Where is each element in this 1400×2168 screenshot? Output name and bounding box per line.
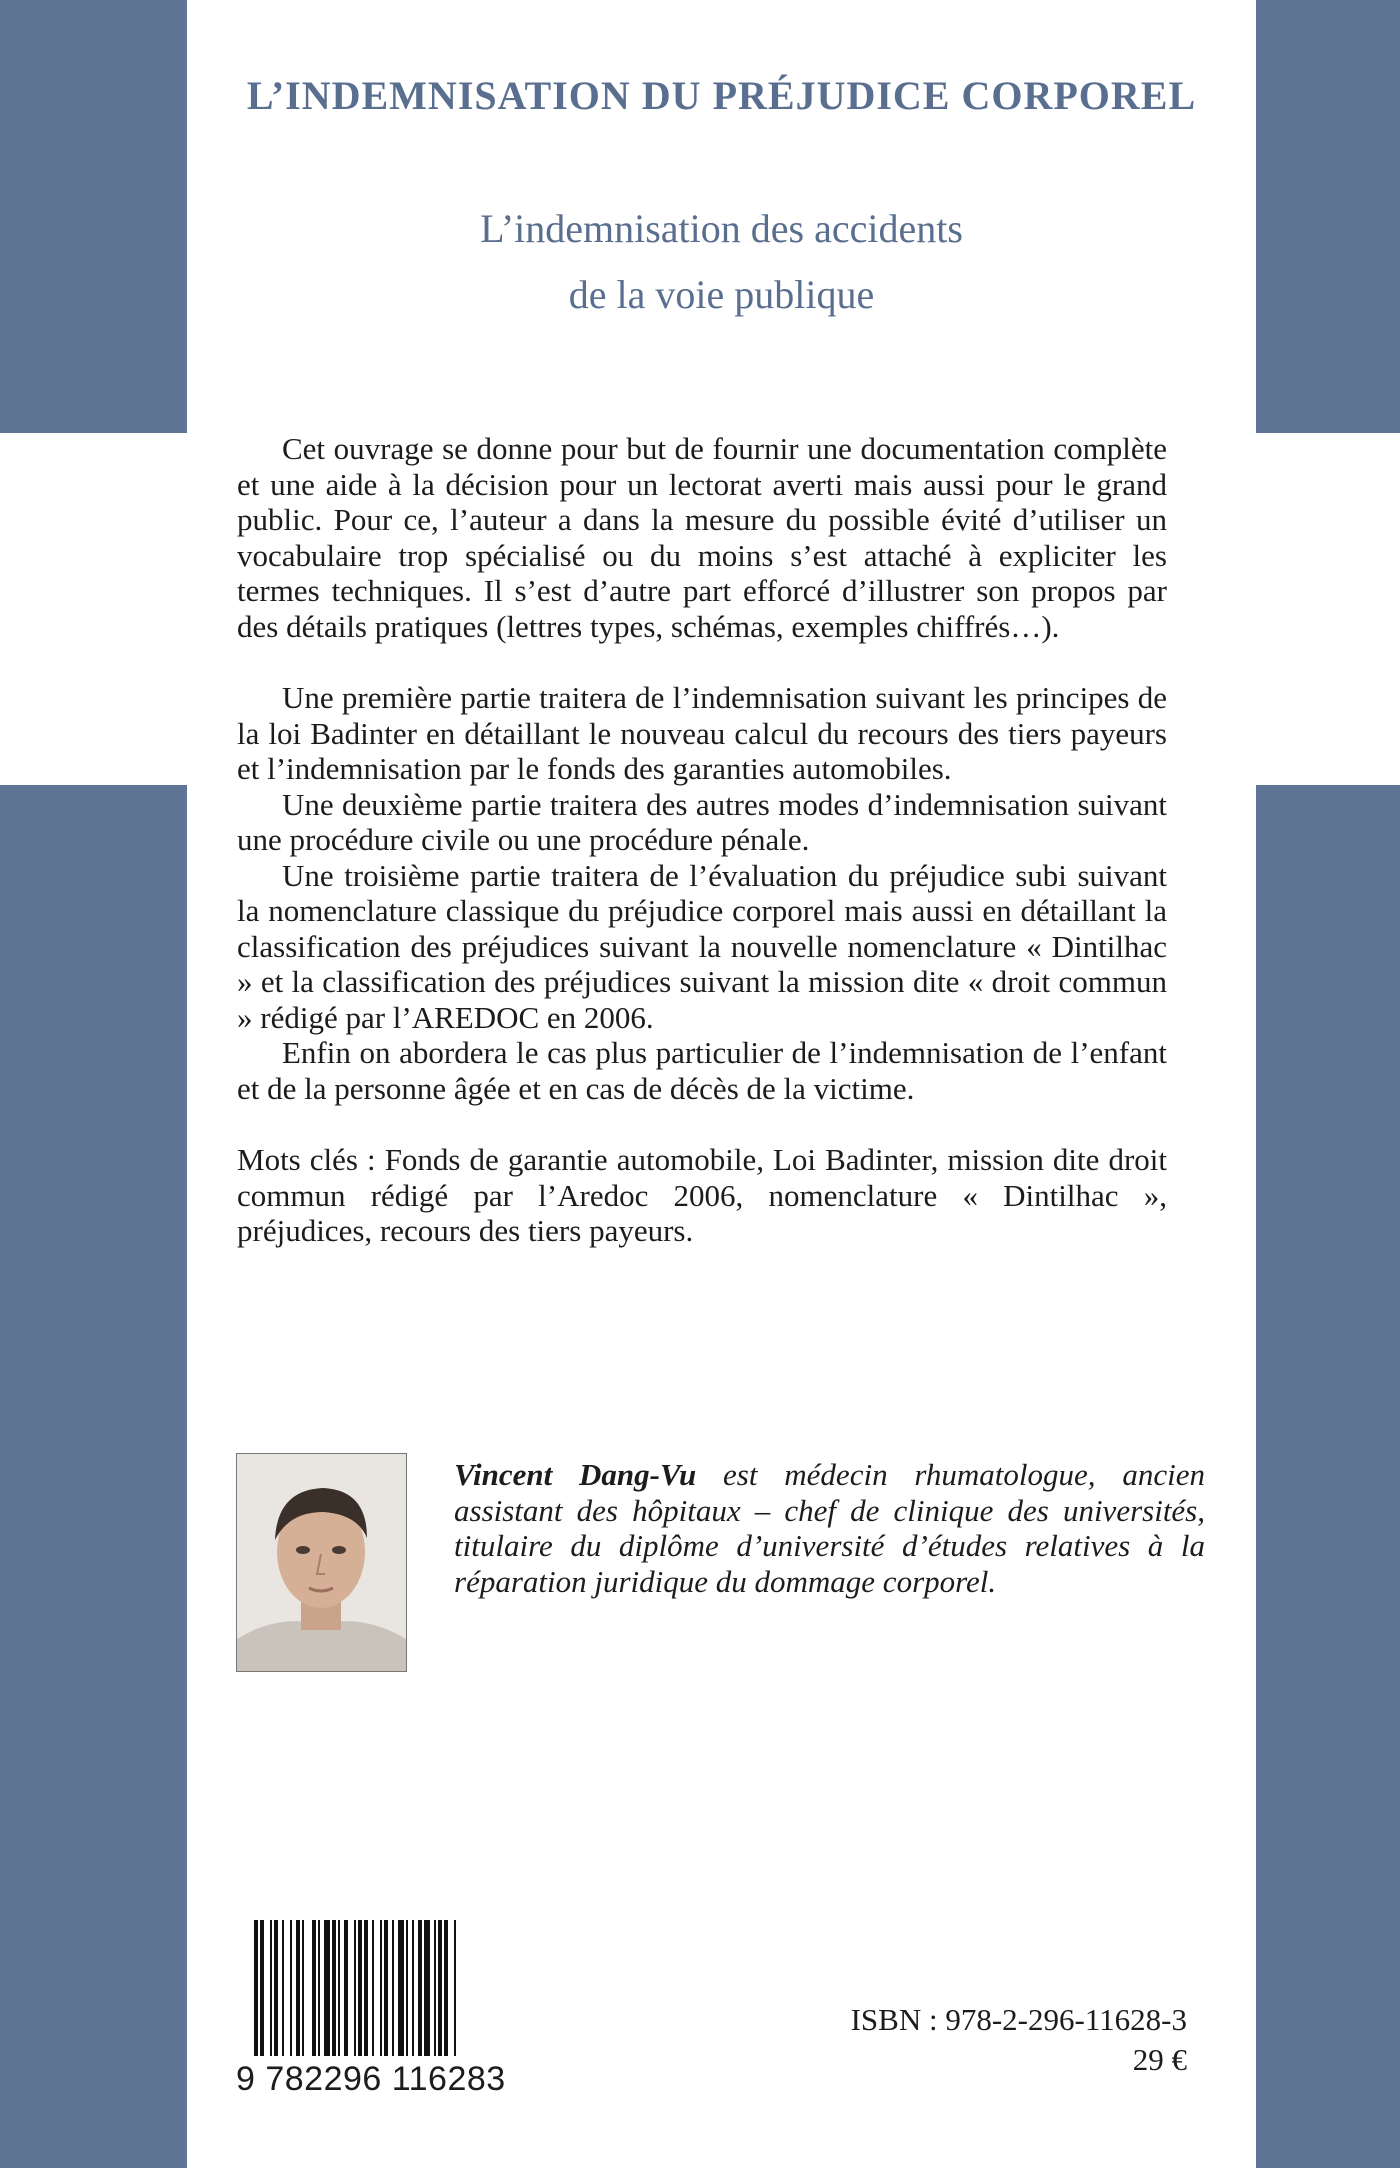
isbn: ISBN : 978-2-296-11628-3 — [850, 2002, 1187, 2037]
paragraph-part-one: Une première partie traitera de l’indemnisation suivant les principes de la loi Badinter en détaillant le nouveau calcul du recours des tiers payeurs et l’indemnisation par le fonds des garanties automobiles. — [237, 680, 1167, 786]
barcode-bar — [392, 1920, 394, 2056]
book-subtitle — [187, 196, 1256, 328]
barcode-bar — [254, 1920, 258, 2056]
barcode-bar — [274, 1920, 278, 2056]
barcode-bar — [324, 1920, 330, 2056]
barcode-bar — [302, 1920, 304, 2056]
back-cover-text — [237, 431, 1167, 1249]
book-title: L’INDEMNISATION DU PRÉJUDICE CORPOREL — [246, 73, 1197, 118]
barcode-bar — [380, 1920, 382, 2056]
right-band-bottom — [1256, 785, 1400, 2168]
barcode-bar — [290, 1920, 292, 2056]
barcode-bar — [296, 1920, 300, 2056]
paragraph-conclusion: Enfin on abordera le cas plus particulier de l’indemnisation de l’enfant et de la personne âgée et en cas de décès de la victime. — [237, 1035, 1167, 1106]
right-band-top — [1256, 0, 1400, 433]
subtitle-line-1: L’indemnisation des accidents — [480, 206, 963, 251]
barcode-bar — [332, 1920, 336, 2056]
barcode-bar — [384, 1920, 388, 2056]
barcode-bar — [344, 1920, 348, 2056]
barcode-bar — [318, 1920, 320, 2056]
barcode-bar — [312, 1920, 316, 2056]
barcode-bar — [260, 1920, 264, 2056]
barcode-bar — [434, 1920, 436, 2056]
paragraph-part-two: Une deuxième partie traitera des autres modes d’indemnisation suivant une procédure civile ou une procédure pénale. — [237, 786, 1167, 857]
paragraph-part-three: Une troisième partie traitera de l’évaluation du préjudice subi suivant la nomenclature classique du préjudice corporel mais aussi en détaillant la classification des préjudices suivant la nouvelle nomenclature « Dintilhac » et la classification des préjudices suivant la mission dite « droit commun » rédigé par l’AREDOC en 2006. — [237, 857, 1167, 1035]
barcode-bar — [282, 1920, 284, 2056]
author-description: est médecin rhumatologue, ancien assistant des hôpitaux – chef de clinique des universités, titulaire du diplôme d’université d’études relatives à la réparation juridique du dommage corporel. — [454, 1457, 1205, 1599]
keywords: Mots clés : Fonds de garantie automobile, Loi Badinter, mission dite droit commun rédigé par l’Aredoc 2006, nomenclature « Dintilhac », préjudices, recours des tiers payeurs. — [237, 1142, 1167, 1248]
portrait-image — [237, 1454, 406, 1671]
author-bio — [454, 1457, 1205, 1599]
barcode-bar — [358, 1920, 362, 2056]
barcode-bar — [398, 1920, 404, 2056]
barcode-bar — [338, 1920, 340, 2056]
barcode-digits: 9 782296 116283 — [236, 2060, 506, 2098]
barcode-bar — [454, 1920, 456, 2056]
author-name: Vincent Dang-Vu — [454, 1457, 697, 1492]
price: 29 € — [1132, 2042, 1187, 2077]
barcode-bar — [412, 1920, 414, 2056]
author-photo — [236, 1453, 407, 1672]
paragraph-intro: Cet ouvrage se donne pour but de fournir une documentation complète et une aide à la décision pour un lectorat averti mais aussi pour le grand public. Pour ce, l’auteur a dans la mesure du possible évité d’utiliser un vocabulaire trop spécialisé ou du moins s’est attaché à expliciter les termes techniques. Il s’est d’autre part efforcé d’illustrer son propos par des détails pratiques (lettres types, schémas, exemples chiffrés…). — [237, 431, 1167, 644]
barcode-bar — [354, 1920, 356, 2056]
barcode-bar — [406, 1920, 408, 2056]
barcode-bar — [418, 1920, 422, 2056]
left-band-bottom — [0, 785, 187, 2168]
barcode-bar — [372, 1920, 374, 2056]
barcode-bar — [444, 1920, 448, 2056]
left-band-top — [0, 0, 187, 433]
barcode-bar — [364, 1920, 368, 2056]
barcode-bar — [424, 1920, 430, 2056]
barcode-bar — [438, 1920, 442, 2056]
barcode-bar — [270, 1920, 272, 2056]
subtitle-line-2: de la voie publique — [568, 272, 875, 317]
